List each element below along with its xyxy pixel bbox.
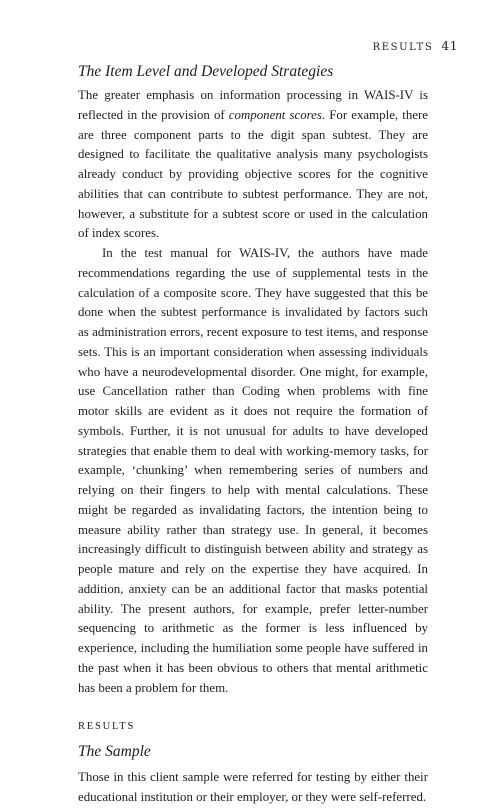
subsection-heading-sample: The Sample: [78, 743, 151, 761]
paragraph-text-part: The greater emphasis on information processing in WAIS-IV is reflected in the provision of: [78, 88, 428, 122]
paragraph-text-part: . For example, there are three component parts to the digit span subtest. They are designed to facilitate the qualitative analysis many psychologists already conduct by providing objective scores for the cognitive abilities that can contribute to subtest performance. They are not, however, a substitute for a subtest score or used in the calculation of index scores.: [78, 107, 428, 241]
running-head-title: RESULTS: [372, 42, 434, 53]
page-content: [78, 62, 428, 808]
running-head: [373, 38, 458, 53]
subsection-heading-item-level: The Item Level and Developed Strategies: [78, 63, 334, 80]
paragraph-supplemental-tests: In the test manual for WAIS-IV, the authors have made recommendations regarding the use of supplemental tests in the calculation of a composite score. They have suggested that this be done when the subtest performance is invalidated by factors such as administration errors, recent exposure to test items, and response sets. This is an important consideration when assessing individuals who have a neurodevelopmental disorder. One might, for example, use Cancellation rather than Coding when problems with fine motor skills are evident as it does not require the formation of symbols. Further, it is not unusual for adults to have developed strategies that enable them to deal with working-memory tasks, for example, ‘chunking’ when remembering series of numbers and relying on their fingers to help with mental calculations. These might be regarded as invalidating factors, the intention being to measure ability rather than strategy use. In general, it becomes increasingly difficult to distinguish between ability and strategy as people mature and rely on the expertise they have acquired. In addition, anxiety can be an additional factor that masks potential ability. The present authors, for example, prefer letter-number sequencing to arithmetic as the former is less influenced by experience, including the humiliation some people have suffered in the past when it has been obvious to others that mental arithmetic has been a problem for them.: [78, 246, 428, 695]
section-heading-results: RESULTS: [78, 721, 136, 733]
emphasis-component-scores: component scores: [228, 107, 322, 122]
paragraph-component-scores: [78, 86, 428, 244]
paragraph-client-sample: Those in this client sample were referred for testing by either their educational institution or their employer, or they were self-referred.: [78, 770, 428, 804]
page-number: 41: [441, 38, 458, 53]
